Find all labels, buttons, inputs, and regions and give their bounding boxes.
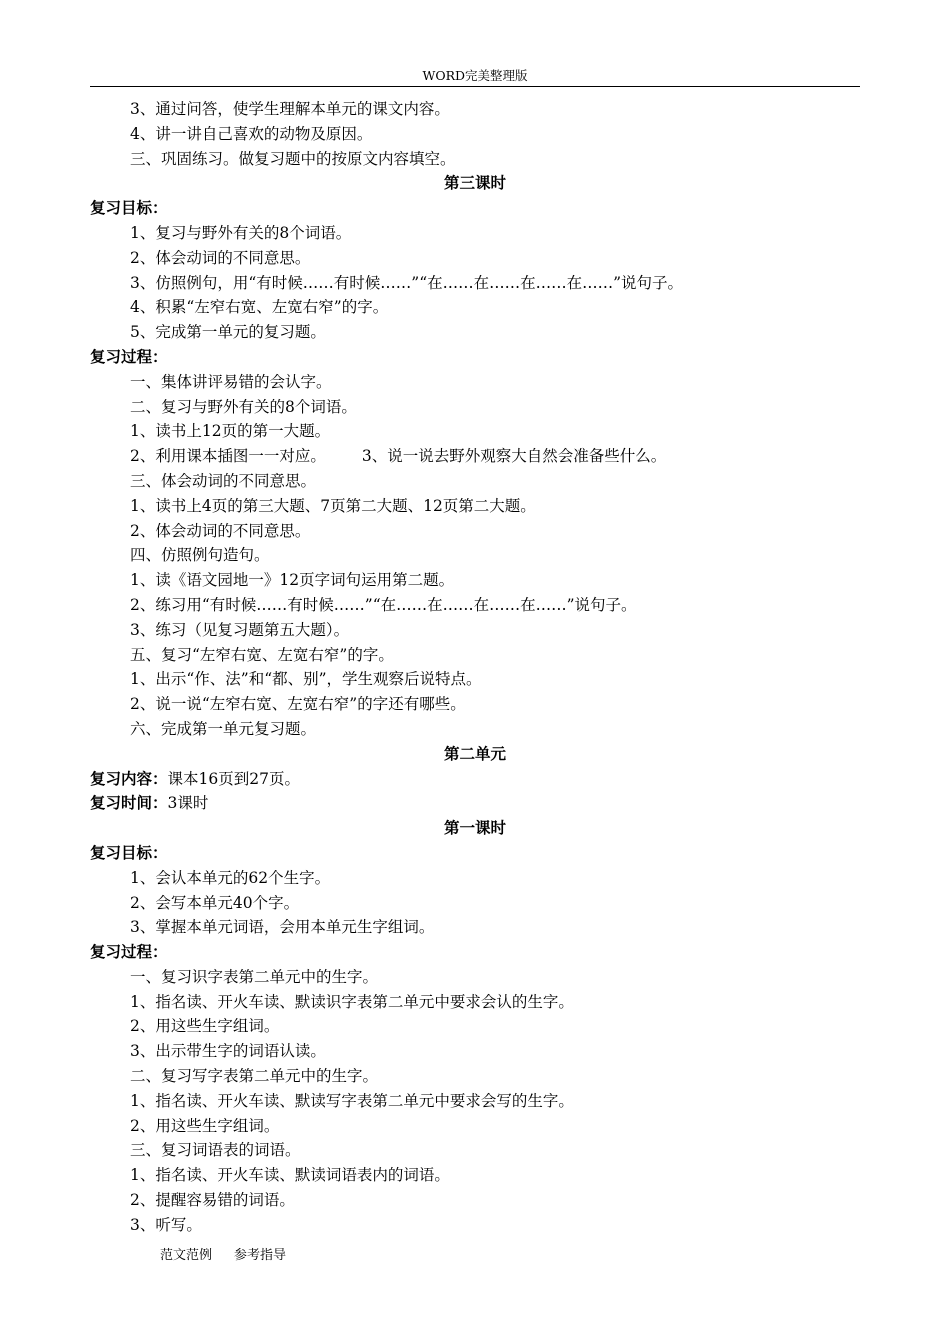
text-line: 3、通过问答，使学生理解本单元的课文内容。 (130, 100, 450, 118)
section-heading: 第二单元 (443, 743, 506, 763)
label-heading: 复习时间： (90, 793, 168, 813)
text-line: 3、出示带生字的词语认读。 (130, 1042, 326, 1061)
text-line: 六、完成第一单元复习题。 (130, 719, 317, 738)
page-footer (160, 1247, 286, 1265)
page-header: WORD完美整理版 (422, 68, 528, 83)
text-line: 二、复习与野外有关的8个词语。 (130, 397, 357, 416)
footer-right: 参考指导 (234, 1248, 287, 1263)
text-line: 1、出示“作、法”和“都、别”，学生观察后说特点。 (130, 670, 482, 689)
text-line: 2、体会动词的不同意思。 (130, 521, 311, 540)
text-line: 2、体会动词的不同意思。 (130, 248, 311, 267)
text-line: 3、掌握本单元词语，会用本单元生字组词。 (130, 918, 435, 937)
text-segment: 3、说一说去野外观察大自然会准备些什么。 (361, 447, 667, 466)
text-line: 一、复习识字表第二单元中的生字。 (130, 967, 379, 986)
label-heading: 复习内容： (90, 768, 168, 788)
text-line: 1、指名读、开火车读、默读识字表第二单元中要求会认的生字。 (130, 992, 574, 1011)
section-heading: 第一课时 (443, 818, 506, 838)
text-line: 1、读书上12页的第一大题。 (130, 422, 331, 441)
text-line: 2、练习用“有时候……有时候……”“在……在……在……在……”说句子。 (130, 595, 637, 614)
label-heading: 复习过程： (90, 346, 168, 366)
text-line: 1、读《语文园地一》12页字词句运用第二题。 (130, 571, 455, 590)
text-line: 1、复习与野外有关的8个词语。 (130, 223, 352, 242)
text-segment: 3课时 (167, 794, 209, 813)
text-line: 4、讲一讲自己喜欢的动物及原因。 (130, 124, 373, 143)
text-line: 2、用这些生字组词。 (130, 1116, 280, 1135)
text-line: 2、用这些生字组词。 (130, 1017, 280, 1036)
text-line (90, 791, 860, 816)
text-segment: 2、利用课本插图一一对应。 (130, 447, 326, 466)
text-line (90, 444, 860, 469)
text-line: 5、完成第一单元的复习题。 (130, 323, 326, 342)
text-line: 3、练习（见复习题第五大题）。 (130, 620, 350, 639)
text-line: 2、提醒容易错的词语。 (130, 1191, 295, 1210)
text-line: 五、复习“左窄右宽、左宽右窄”的字。 (130, 645, 394, 664)
text-line: 三、复习词语表的词语。 (130, 1141, 301, 1160)
text-line: 3、听写。 (130, 1215, 202, 1234)
text-line: 1、读书上4页的第三大题、7页第二大题、12页第二大题。 (130, 496, 536, 515)
text-line: 四、仿照例句造句。 (130, 546, 270, 565)
text-line: 3、仿照例句，用“有时候……有时候……”“在……在……在……在……”说句子。 (130, 273, 684, 292)
text-line (90, 767, 860, 792)
text-line: 1、指名读、开火车读、默读写字表第二单元中要求会写的生字。 (130, 1091, 574, 1110)
text-line: 三、体会动词的不同意思。 (130, 471, 317, 490)
document-body (90, 97, 860, 1238)
header-rule (90, 86, 860, 87)
text-line: 2、会写本单元40个字。 (130, 893, 300, 912)
text-line: 1、会认本单元的62个生字。 (130, 868, 331, 887)
text-line: 4、积累“左窄右宽、左宽右窄”的字。 (130, 298, 389, 317)
text-line: 2、说一说“左窄右宽、左宽右窄”的字还有哪些。 (130, 695, 466, 714)
section-heading: 第三课时 (443, 173, 506, 193)
text-line: 二、复习写字表第二单元中的生字。 (130, 1067, 379, 1086)
text-line: 1、指名读、开火车读、默读词语表内的词语。 (130, 1166, 450, 1185)
label-heading: 复习过程： (90, 942, 168, 962)
footer-left: 范文范例 (160, 1248, 213, 1263)
text-line: 一、集体讲评易错的会认字。 (130, 372, 332, 391)
label-heading: 复习目标： (90, 842, 168, 862)
text-line: 三、巩固练习。做复习题中的按原文内容填空。 (130, 149, 456, 168)
text-segment: 课本16页到27页。 (167, 769, 300, 788)
label-heading: 复习目标： (90, 198, 168, 218)
